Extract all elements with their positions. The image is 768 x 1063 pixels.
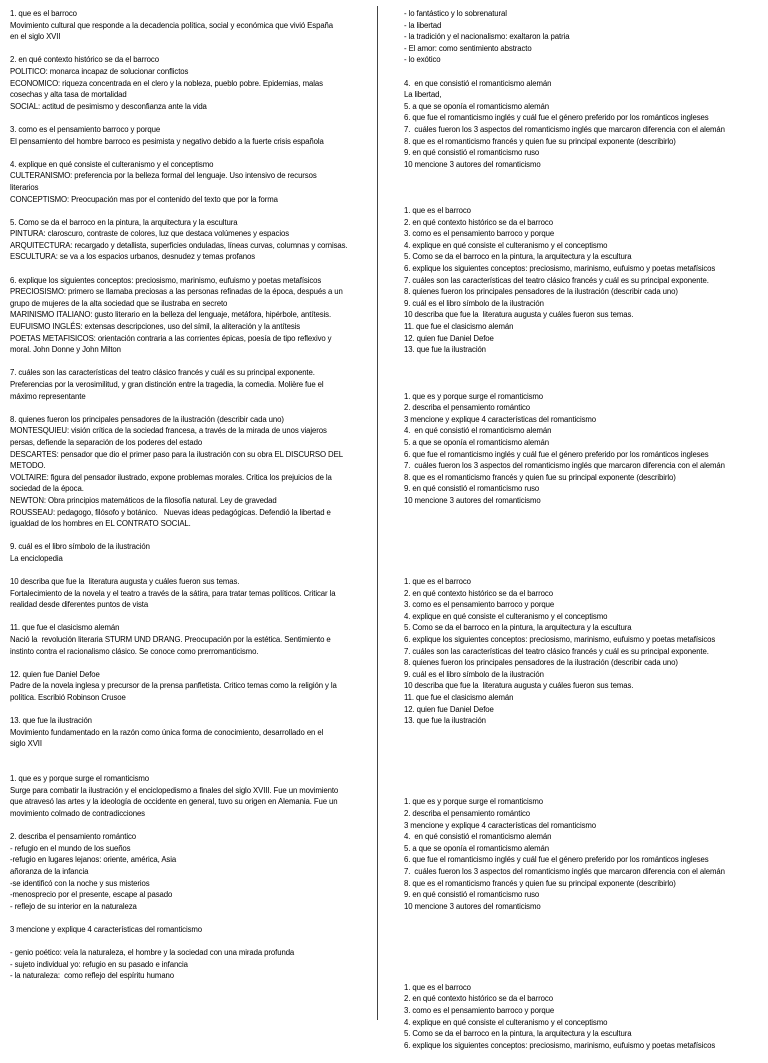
text-line: 7. cuáles fueron los 3 aspectos del romanticismo inglés que marcaron diferencia con el alemán <box>404 461 725 471</box>
text-line: 9. cuál es el libro símbolo de la ilustración <box>404 669 544 679</box>
paragraph <box>10 669 370 704</box>
text-line <box>404 959 764 971</box>
text-line: 5. a que se oponía el romanticismo alemán <box>404 101 549 111</box>
right-column <box>404 8 764 1063</box>
text-line: Movimiento fundamentado en la razón como única forma de conocimiento, desarrollado en el <box>10 727 324 737</box>
text-line: 7. cuáles son las características del teatro clásico francés y cuál es su principal exponente. <box>404 646 709 656</box>
text-line <box>404 924 764 936</box>
text-line: 6. explique los siguientes conceptos: preciosismo, marinismo, eufuismo y poetas metafísicos <box>404 635 716 645</box>
text-line: Padre de la novela inglesa y precursor de la prensa panfletista. Critico temas como la religión y la <box>10 681 337 691</box>
text-line: 13. que fue la ilustración <box>10 716 92 726</box>
text-line: 3 mencione y explique 4 características del romanticismo <box>404 414 597 424</box>
paragraph <box>404 391 764 565</box>
text-line: POLITICO: monarca incapaz de solucionar conflictos <box>10 66 189 76</box>
paragraph <box>404 796 764 970</box>
paragraph <box>10 924 370 936</box>
text-line: Nació la revolución literaria STURM UND DRANG. Preocupación por la estética. Sentimiento e <box>10 635 331 645</box>
text-line: - reflejo de su interior en la naturaleza <box>10 901 137 911</box>
text-line: - El amor: como sentimiento abstracto <box>404 43 532 53</box>
text-line: 1. que es y porque surge el romanticismo <box>404 797 544 807</box>
text-line: cosechas y alta tasa de mortalidad <box>10 90 127 100</box>
text-line: 5. Como se da el barroco en la pintura, la arquitectura y la escultura <box>10 217 238 227</box>
text-line: 4. en qué consistió el romanticismo alemán <box>404 832 552 842</box>
text-line: que atravesó las artes y la ideología de occidente en general, tuvo su origen en Alemania. Fue un <box>10 797 338 807</box>
text-line: 7. cuáles son las características del teatro clásico francés y cuál es su principal exponente. <box>10 368 315 378</box>
text-line <box>404 750 764 762</box>
paragraph <box>10 124 370 147</box>
text-line: 11. que fue el clasicismo alemán <box>10 623 120 633</box>
text-line: añoranza de la infancia <box>10 866 89 876</box>
text-line: 10 describa que fue la literatura augusta y cuáles fueron sus temas. <box>404 310 634 320</box>
text-line: 2. en qué contexto histórico se da el barroco <box>10 55 159 65</box>
text-line: - la naturaleza: como reflejo del espíritu humano <box>10 971 175 981</box>
paragraph <box>404 205 764 379</box>
text-line: siglo XVII <box>10 739 42 749</box>
text-line: 3. como es el pensamiento barroco y porque <box>404 600 555 610</box>
text-line: 1. que es el barroco <box>404 982 471 992</box>
text-line: VOLTAIRE: figura del pensador ilustrado, expone problemas morales. Critica los prejuicios de la <box>10 472 332 482</box>
paragraph <box>10 275 370 356</box>
text-line: ECONOMICO: riqueza concentrada en el clero y la nobleza, pueblo pobre. Epidemias, malas <box>10 78 323 88</box>
text-line <box>404 936 764 948</box>
text-line: 12. quien fue Daniel Defoe <box>404 333 494 343</box>
text-line: instinto contra el racionalismo clásico. Se conoce como prerromanticismo. <box>10 646 259 656</box>
text-line: 1. que es y porque surge el romanticismo <box>404 391 544 401</box>
paragraph <box>10 8 370 43</box>
text-line: 6. que fue el romanticismo inglés y cuál fue el género preferido por los románticos ingleses <box>404 449 709 459</box>
text-line: 2. describa el pensamiento romántico <box>404 808 530 818</box>
text-line: Surge para combatir la ilustración y el enciclopedismo a finales del siglo XVIII. Fue un movimiento <box>10 785 339 795</box>
text-line: 6. que fue el romanticismo inglés y cuál fue el género preferido por los románticos ingleses <box>404 113 709 123</box>
text-line: 4. en qué consistió el romanticismo alemán <box>404 426 552 436</box>
text-line: 3. como es el pensamiento barroco y porque <box>404 229 555 239</box>
text-line: 7. cuáles son las características del teatro clásico francés y cuál es su principal exponente. <box>404 275 709 285</box>
paragraph <box>10 54 370 112</box>
text-line: 5. a que se oponía el romanticismo alemán <box>404 843 549 853</box>
text-line: 9. en qué consistió el romanticismo ruso <box>404 484 540 494</box>
text-line: MONTESQUIEU: visión crítica de la sociedad francesa, a través de la mirada de unos viajeros <box>10 426 327 436</box>
text-line: política. Escribió Robinson Crusoe <box>10 693 126 703</box>
paragraph <box>10 217 370 263</box>
text-line: - lo fantástico y lo sobrenatural <box>404 9 507 18</box>
text-line: en el siglo XVII <box>10 32 61 42</box>
text-line: - genio poético: veía la naturaleza, el hombre y la sociedad con una mirada profunda <box>10 948 295 958</box>
text-line: 8. que es el romanticismo francés y quien fue su principal exponente (describirlo) <box>404 878 676 888</box>
text-line: ROUSSEAU: pedagogo, filósofo y botánico. Nuevas ideas pedagógicas. Defendió la libertad e <box>10 507 331 517</box>
text-line: 6. explique los siguientes conceptos: preciosismo, marinismo, eufuismo y poetas metafísicos <box>404 264 716 274</box>
text-line: -refugio en lugares lejanos: oriente, américa, Asia <box>10 855 177 865</box>
text-line: - la libertad <box>404 20 442 30</box>
text-line: máximo representante <box>10 391 86 401</box>
text-line: 12. quien fue Daniel Defoe <box>404 704 494 714</box>
text-line <box>404 356 764 368</box>
text-line: igualdad de los hombres en EL CONTRATO SOCIAL. <box>10 519 191 529</box>
paragraph <box>10 414 370 530</box>
text-line: 10 mencione 3 autores del romanticismo <box>404 901 541 911</box>
text-line: 5. Como se da el barroco en la pintura, la arquitectura y la escultura <box>404 1029 632 1039</box>
text-line: 5. Como se da el barroco en la pintura, la arquitectura y la escultura <box>404 252 632 262</box>
text-line: 6. que fue el romanticismo inglés y cuál fue el género preferido por los románticos ingleses <box>404 855 709 865</box>
text-line: EUFUISMO INGLÉS: extensas descripciones, uso del símil, la aliteración y la antítesis <box>10 322 301 332</box>
text-line: grupo de mujeres de la alta sociedad que se ilustraba en secreto <box>10 298 228 308</box>
text-line: 9. cuál es el libro símbolo de la ilustración <box>404 298 544 308</box>
text-line: DESCARTES: pensador que dio el primer paso para la ilustración con su obra EL DISCURSO DEL <box>10 449 343 459</box>
paragraph <box>10 947 370 982</box>
paragraph <box>404 576 764 785</box>
text-line <box>404 170 764 182</box>
text-line: movimiento colmado de contradicciones <box>10 808 145 818</box>
text-line: 11. que fue el clasicismo alemán <box>404 322 514 332</box>
text-line <box>404 530 764 542</box>
text-line <box>404 947 764 959</box>
text-line: NEWTON: Obra principios matemáticos de la filosofía natural. Ley de gravedad <box>10 495 277 505</box>
text-line: POETAS METAFISICOS: orientación contraria a las corrientes épicas, poesía de tipo reflexivo y <box>10 333 332 343</box>
text-line: 8. quienes fueron los principales pensadores de la ilustración (describir cada uno) <box>10 414 284 424</box>
paragraph <box>404 8 764 66</box>
text-line: ARQUITECTURA: recargado y detallista, superficies onduladas, líneas curvas, columnas y cornisas. <box>10 240 348 250</box>
text-line: - refugio en el mundo de los sueños <box>10 843 131 853</box>
text-line: 3. como es el pensamiento barroco y porque <box>404 1006 555 1016</box>
text-line: realidad desde diferentes puntos de vista <box>10 600 149 610</box>
text-line: 9. cuál es el libro símbolo de la ilustración <box>10 542 150 552</box>
text-line: 5. a que se oponía el romanticismo alemán <box>404 437 549 447</box>
text-line: 12. quien fue Daniel Defoe <box>10 669 100 679</box>
paragraph <box>10 541 370 564</box>
text-line: 11. que fue el clasicismo alemán <box>404 693 514 703</box>
text-line <box>404 182 764 194</box>
text-line: 9. en qué consistió el romanticismo ruso <box>404 890 540 900</box>
text-line: 4. explique en qué consiste el culteranismo y el conceptismo <box>404 611 608 621</box>
paragraph <box>404 982 764 1052</box>
paragraph <box>10 367 370 402</box>
text-line <box>10 750 370 762</box>
text-line: El pensamiento del hombre barroco es pesimista y negativo debido a la fuerte crisis española <box>10 136 324 146</box>
text-line <box>404 773 764 785</box>
text-line <box>404 738 764 750</box>
text-line: moral. John Donne y John Milton <box>10 345 121 355</box>
text-line: 8. quienes fueron los principales pensadores de la ilustración (describir cada uno) <box>404 658 678 668</box>
text-line: 13. que fue la ilustración <box>404 345 486 355</box>
text-line: CULTERANISMO: preferencia por la belleza formal del lenguaje. Uso intensivo de recursos <box>10 171 317 181</box>
text-line: ESCULTURA: se va a los espacios urbanos, desnudez y temas profanos <box>10 252 256 262</box>
text-line: 6. explique los siguientes conceptos: preciosismo, marinismo, eufuismo y poetas metafísicos <box>10 275 322 285</box>
text-line: 1. que es el barroco <box>10 9 77 18</box>
text-line <box>404 553 764 565</box>
text-line: 2. en qué contexto histórico se da el barroco <box>404 994 553 1004</box>
text-line: 3 mencione y explique 4 características del romanticismo <box>10 924 203 934</box>
column-divider <box>377 6 378 1020</box>
text-line: 2. describa el pensamiento romántico <box>10 832 136 842</box>
text-line: -menosprecio por el presente, escape al pasado <box>10 890 173 900</box>
paragraph <box>10 622 370 657</box>
text-line <box>404 367 764 379</box>
text-line: - lo exótico <box>404 55 441 65</box>
text-line: sociedad de la época. <box>10 484 84 494</box>
text-line: 10 mencione 3 autores del romanticismo <box>404 159 541 169</box>
text-line: 1. que es y porque surge el romanticismo <box>10 774 150 784</box>
text-line: 8. quienes fueron los principales pensadores de la ilustración (describir cada uno) <box>404 287 678 297</box>
paragraph <box>10 159 370 205</box>
text-line: 13. que fue la ilustración <box>404 716 486 726</box>
text-line: - sujeto individual yo: refugio en su pasado e infancia <box>10 959 188 969</box>
text-line: CONCEPTISMO: Preocupación mas por el contenido del texto que por la forma <box>10 194 278 204</box>
text-line: 3. como es el pensamiento barroco y porque <box>10 124 161 134</box>
text-line: 6. explique los siguientes conceptos: preciosismo, marinismo, eufuismo y poetas metafísicos <box>404 1040 716 1050</box>
paragraph <box>404 78 764 194</box>
left-column <box>10 8 370 993</box>
text-line <box>404 762 764 774</box>
paragraph <box>10 715 370 761</box>
text-line: MARINISMO ITALIANO: gusto literario en la belleza del lenguaje, metáfora, hipérbole, antítesis. <box>10 310 332 320</box>
text-line <box>404 912 764 924</box>
text-line: METODO. <box>10 461 46 471</box>
text-line: 9. en qué consistió el romanticismo ruso <box>404 148 540 158</box>
text-line: 8. que es el romanticismo francés y quien fue su principal exponente (describirlo) <box>404 472 676 482</box>
paragraph <box>10 831 370 912</box>
text-line: 2. en qué contexto histórico se da el barroco <box>404 588 553 598</box>
text-line <box>404 507 764 519</box>
text-line: 5. Como se da el barroco en la pintura, la arquitectura y la escultura <box>404 623 632 633</box>
text-line: La libertad, <box>404 90 442 100</box>
text-line: 3 mencione y explique 4 características del romanticismo <box>404 820 597 830</box>
text-line: -se identificó con la noche y sus misterios <box>10 878 150 888</box>
text-line <box>404 727 764 739</box>
text-line: 10 describa que fue la literatura augusta y cuáles fueron sus temas. <box>404 681 634 691</box>
text-line: PRECIOSISMO: primero se llamaba preciosas a las personas refinadas de la época, después a un <box>10 287 343 297</box>
text-line <box>404 518 764 530</box>
text-line: PINTURA: claroscuro, contraste de colores, luz que destaca volúmenes y espacios <box>10 229 289 239</box>
text-line: 4. explique en qué consiste el culteranismo y el conceptismo <box>404 240 608 250</box>
text-line: 4. explique en qué consiste el culteranismo y el conceptismo <box>404 1017 608 1027</box>
text-line: 10 mencione 3 autores del romanticismo <box>404 495 541 505</box>
text-line: 4. en que consistió el romanticismo alemán <box>404 78 552 88</box>
text-line: - la tradición y el nacionalismo: exaltaron la patria <box>404 32 570 42</box>
paragraph <box>10 773 370 819</box>
text-line <box>404 541 764 553</box>
text-line: 10 describa que fue la literatura augusta y cuáles fueron sus temas. <box>10 577 240 587</box>
text-line: Fortalecimiento de la novela y el teatro a través de la sátira, para tratar temas políticos. Criticar la <box>10 588 336 598</box>
text-line: literarios <box>10 182 39 192</box>
text-line: 1. que es el barroco <box>404 206 471 216</box>
text-line: 4. explique en qué consiste el culteranismo y el conceptismo <box>10 159 214 169</box>
paragraph <box>10 576 370 611</box>
text-line: Preferencias por la verosimilitud, y gran distinción entre la tragedia, la comedia. Molière fue el <box>10 380 324 389</box>
text-line: La enciclopedia <box>10 553 63 563</box>
text-line: 2. describa el pensamiento romántico <box>404 403 530 413</box>
text-line: persas, defiende la separación de los poderes del estado <box>10 437 203 447</box>
text-line: SOCIAL: actitud de pesimismo y desconfianza ante la vida <box>10 101 207 111</box>
text-line: 1. que es el barroco <box>404 577 471 587</box>
text-line: 7. cuáles fueron los 3 aspectos del romanticismo inglés que marcaron diferencia con el alemán <box>404 124 725 134</box>
text-line: 2. en qué contexto histórico se da el barroco <box>404 217 553 227</box>
text-line: Movimiento cultural que responde a la decadencia política, social y económica que vivió España <box>10 20 334 30</box>
text-line: 8. que es el romanticismo francés y quien fue su principal exponente (describirlo) <box>404 136 676 146</box>
text-line: 7. cuáles fueron los 3 aspectos del romanticismo inglés que marcaron diferencia con el alemán <box>404 866 725 876</box>
